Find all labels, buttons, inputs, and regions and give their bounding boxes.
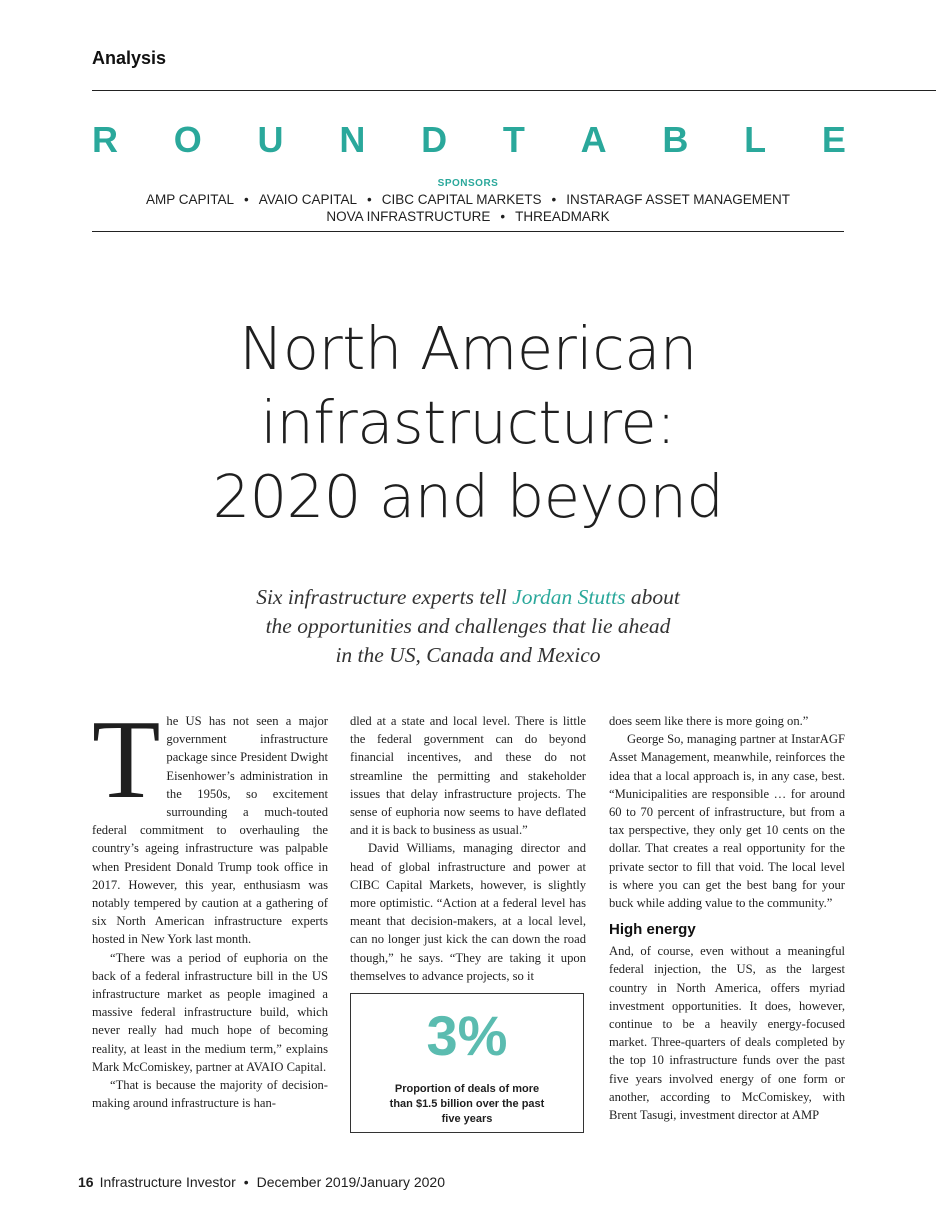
sponsor-name: THREADMARK [515,209,610,224]
body-paragraph: And, of course, even without a meaningful federal injection, the US, as the largest country in North America, offers myriad investment opportunities. It does, however, continue to be a heavily energy-focused market. Three-quarters of deals completed by the top 10 infrastructure funds over the past five years involved energy of one form or another, according to McComiskey, with Brent Tasugi, investment director at AMP [609,944,845,1123]
series-title-letter: T [502,119,525,160]
author-name: Jordan Stutts [512,585,626,609]
body-paragraph: “There was a period of euphoria on the back of a federal infrastructure bill in the US infrastructure market as people imagined a massive federal infrastructure build, which never really had much hope of becoming reality, at least in the medium term,” explains Mark McComiskey, partner at AVAIO Capital. [92,950,328,1074]
drop-cap: T [92,698,161,822]
headline-line: infrastructure: [260,388,676,457]
sponsor-name: AVAIO CAPITAL [258,192,357,207]
separator-dot: • [500,209,506,224]
headline-line: 2020 and beyond [212,462,724,531]
publication-name: Infrastructure Investor [99,1174,236,1190]
body-paragraph: David Williams, managing director and head of global infrastructure and power at CIBC Capital Markets, however, is slightly more optimistic. “Action at a federal level has meant that decision-makers, at a local level, can no longer just kick the can down the road though,” he says. “They are taking it upon themselves to advance projects, so it [350,841,586,983]
series-title-letter: O [173,119,202,160]
standfirst-text: about [625,585,680,609]
page-footer [78,1174,445,1190]
separator-dot: • [243,1174,249,1190]
series-title-letter: L [744,119,767,160]
headline-line: North American [239,314,697,383]
series-title-letter: D [421,119,448,160]
sponsors-heading: SPONSORS [437,178,499,189]
series-title-letter: A [580,119,607,160]
top-divider [92,90,936,91]
sponsor-name: CIBC CAPITAL MARKETS [381,192,542,207]
sponsor-name: NOVA INFRASTRUCTURE [326,209,491,224]
issue-date: December 2019/January 2020 [256,1174,445,1190]
sponsor-name: INSTARAGF ASSET MANAGEMENT [566,192,791,207]
sponsors-line [92,191,844,208]
subheading: High energy [609,921,696,939]
article-headline [92,312,844,534]
separator-dot: • [367,192,372,207]
body-column-3 [609,712,845,1124]
paragraph-text: he US has not seen a major government infrastructure package since President Dwight Eisenhower’s administration in the 1950s, so excitement surrounding a much-touted federal commitment to overhauling the country’s ageing infrastructure was palpable when President Donald Trump took office in 2017. However, this year, enthusiasm was notably tempered by caution at a gathering of six North American infrastructure experts hosted in New York last month. [92,714,328,947]
body-paragraph [92,698,328,949]
standfirst-line: in the US, Canada and Mexico [335,643,601,667]
series-title [92,118,846,162]
stat-caption: Proportion of deals of more than $1.5 billion over the past five years [389,1083,545,1125]
series-title-letter: E [821,119,846,160]
sponsor-name: AMP CAPITAL [145,192,234,207]
standfirst-text: Six infrastructure experts tell [256,585,513,609]
body-column-1 [92,698,328,1112]
series-title-letter: B [662,119,689,160]
series-title-letter: R [92,119,118,160]
body-column-2 [350,712,586,985]
separator-dot: • [551,192,557,207]
stat-callout [350,993,584,1133]
standfirst-line: the opportunities and challenges that lie ahead [265,614,671,638]
page-number: 16 [78,1174,94,1190]
body-paragraph: George So, managing partner at InstarAGF Asset Management, meanwhile, reinforces the idea that a local approach is, in any case, best. “Municipalities are responsible … for around 60 to 70 percent of infrastructure, but from a tax perspective, they only get 10 cents on the dollar. That creates a real opportunity for the private sector to fill that void. The local level is where you can get the best bang for your buck while adding value to the community.” [609,732,845,911]
standfirst-line [92,583,844,612]
sponsors-line [92,208,844,225]
sponsors-divider [92,231,844,232]
stat-value: 3% [426,1004,508,1067]
sponsors-list [92,191,844,225]
standfirst [92,583,844,670]
body-paragraph: “That is because the majority of decision-making around infrastructure is han- [92,1078,328,1111]
body-paragraph: does seem like there is more going on.” [609,714,809,728]
section-label: Analysis [92,48,167,68]
series-title-letter: U [257,119,284,160]
series-title-letter: N [339,119,366,160]
separator-dot: • [243,192,249,207]
body-paragraph: dled at a state and local level. There is little the federal government can do beyond financial incentives, and these do not streamline the permitting and stakeholder issues that delay infrastructure projects. The sense of euphoria now seems to have deflated and it is back to business as usual.” [350,714,586,838]
